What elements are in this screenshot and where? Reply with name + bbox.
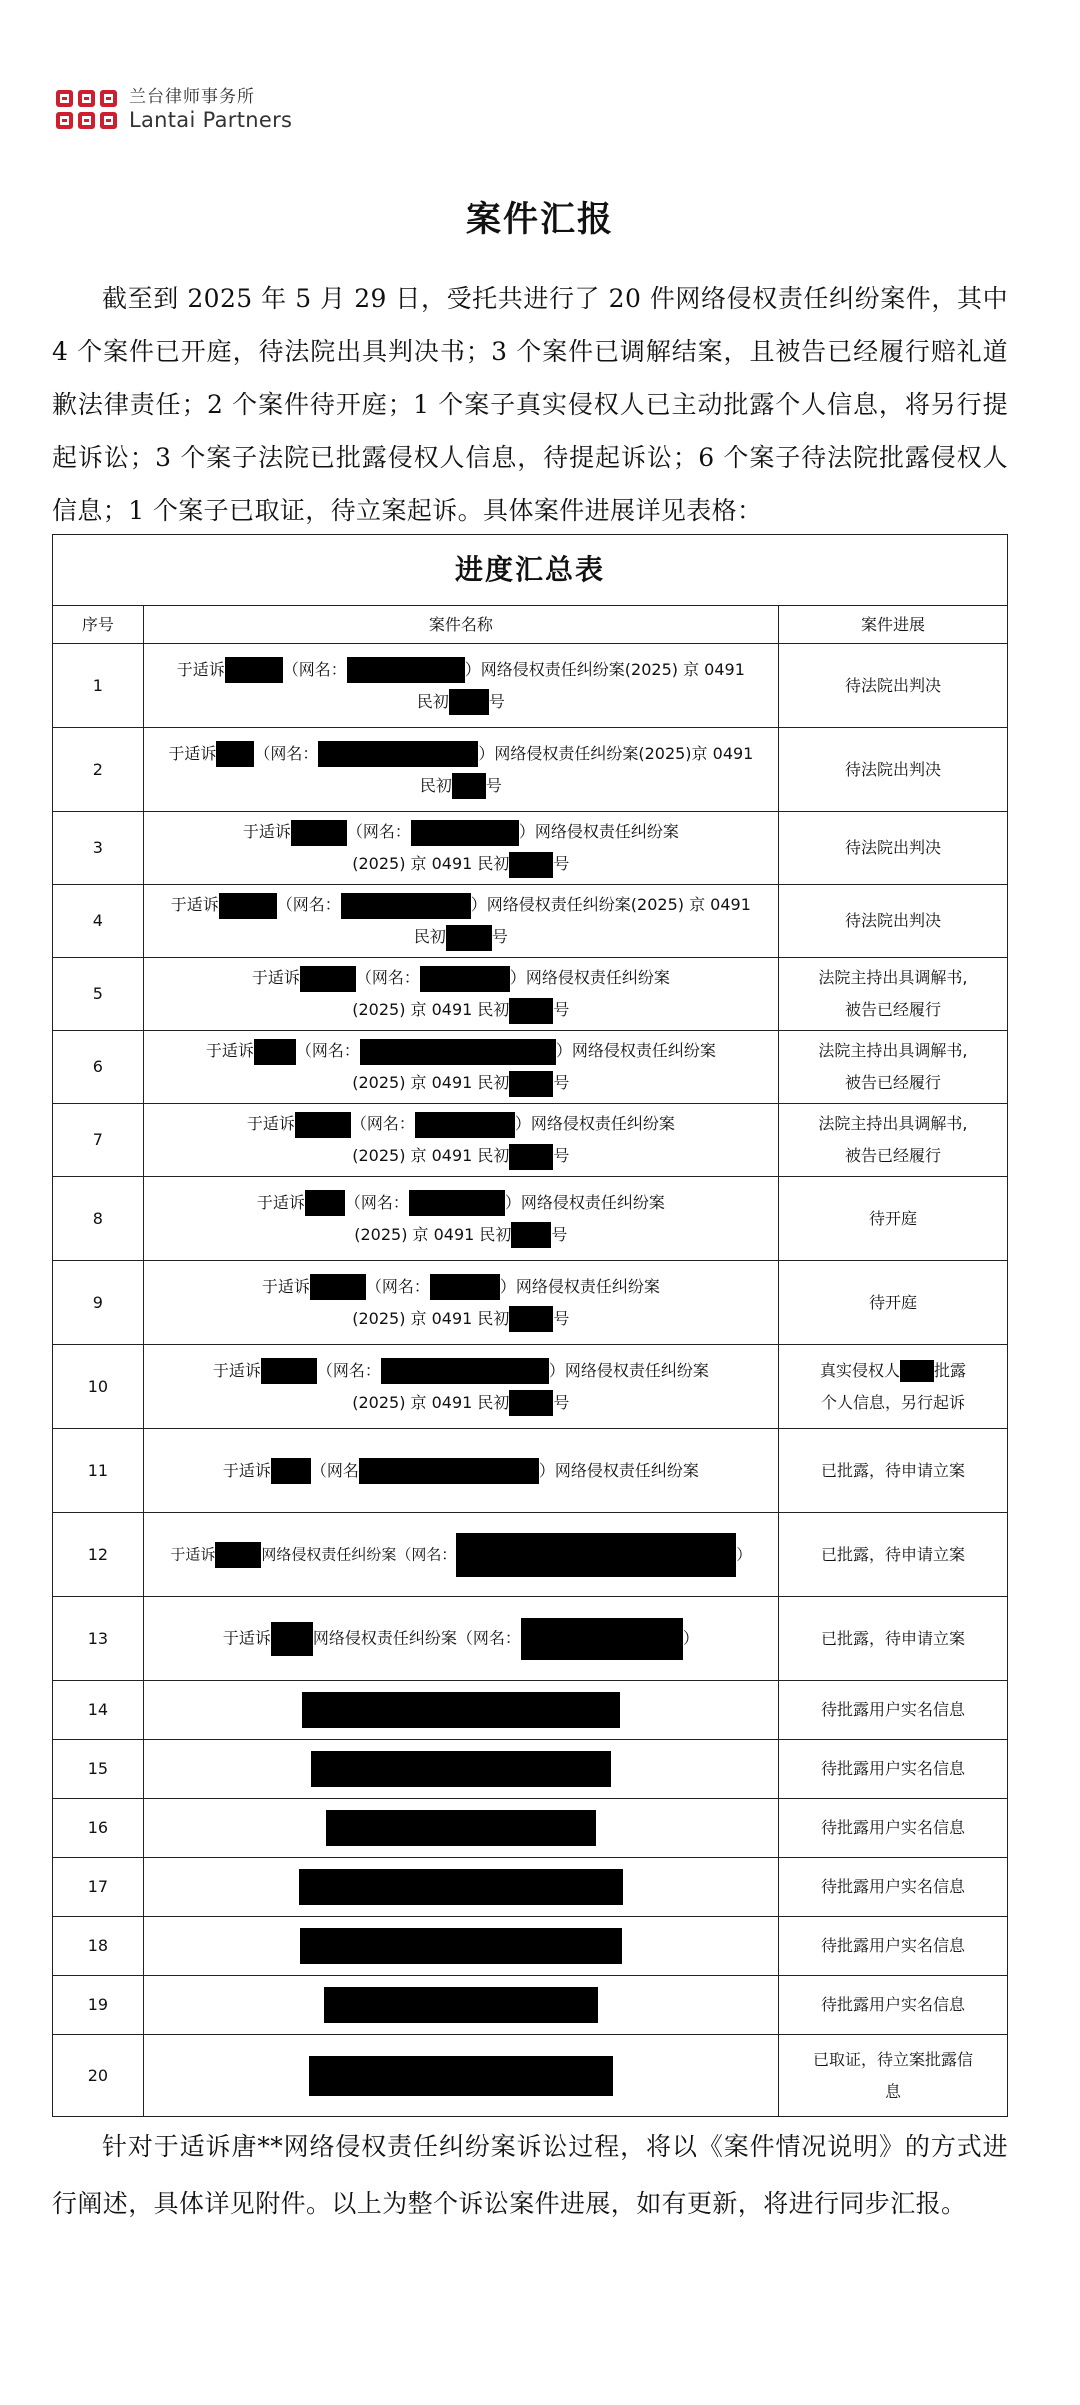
table-row (53, 2035, 1008, 2117)
redaction-block (360, 1039, 556, 1065)
redaction-block (254, 1039, 296, 1065)
redaction-block (456, 1533, 736, 1577)
table-row (53, 1031, 1008, 1104)
row-index: 9 (53, 1261, 144, 1345)
table-row (53, 1177, 1008, 1261)
row-index: 1 (53, 644, 144, 728)
redaction-block (225, 657, 283, 683)
table-row (53, 812, 1008, 885)
table-row (53, 1858, 1008, 1917)
table-row (53, 1681, 1008, 1740)
header-case-name: 案件名称 (143, 606, 778, 644)
row-index: 6 (53, 1031, 144, 1104)
redaction-block (295, 1112, 351, 1138)
case-name-cell (143, 1740, 778, 1799)
row-index: 16 (53, 1799, 144, 1858)
case-progress: 待法院出判决 (778, 644, 1007, 728)
table-title: 进度汇总表 (53, 535, 1008, 606)
table-row (53, 1429, 1008, 1513)
closing-paragraph: 针对于适诉唐**网络侵权责任纠纷案诉讼过程，将以《案件情况说明》的方式进行阐述，具体详见附件。以上为整个诉讼案件进展，如有更新，将进行同步汇报。 (52, 2132, 1008, 2218)
redaction-block (300, 1928, 622, 1964)
redaction-block (415, 1112, 515, 1138)
case-progress: 待法院出判决 (778, 812, 1007, 885)
case-name-cell: 于适诉 （网名： ）网络侵权责任纠纷案 (2025) 京 0491 民初 号 (143, 1104, 778, 1177)
redaction-block (318, 741, 478, 767)
row-index: 10 (53, 1345, 144, 1429)
table-row (53, 885, 1008, 958)
redaction-block (219, 893, 277, 919)
table-row (53, 1597, 1008, 1681)
case-progress: 待法院出判决 (778, 728, 1007, 812)
redaction-block (271, 1458, 311, 1484)
redaction-block (509, 1390, 553, 1416)
redaction-block (381, 1358, 549, 1384)
redaction-block (449, 689, 489, 715)
case-name-cell (143, 1917, 778, 1976)
redaction-block (302, 1692, 620, 1728)
case-name-cell: 于适诉 （网名： ）网络侵权责任纠纷案(2025) 京 0491 民初 号 (143, 644, 778, 728)
case-name-cell (143, 1858, 778, 1917)
case-progress: 待批露用户实名信息 (778, 1917, 1007, 1976)
logo-name-en: Lantai Partners (129, 107, 293, 132)
case-name-cell: 于适诉 （网名 ）网络侵权责任纠纷案 (143, 1429, 778, 1513)
header-progress: 案件进展 (778, 606, 1007, 644)
row-index: 8 (53, 1177, 144, 1261)
row-index: 20 (53, 2035, 144, 2117)
table-row (53, 1976, 1008, 2035)
table-row (53, 958, 1008, 1031)
redaction-block (326, 1810, 596, 1846)
table-row (53, 1917, 1008, 1976)
redaction-block (900, 1360, 934, 1382)
redaction-block (409, 1190, 505, 1216)
redaction-block (430, 1274, 500, 1300)
case-name-cell: 于适诉 （网名： ）网络侵权责任纠纷案 (2025) 京 0491 民初 号 (143, 1031, 778, 1104)
table-row (53, 728, 1008, 812)
row-index: 18 (53, 1917, 144, 1976)
case-progress: 真实侵权人 批露 个人信息，另行起诉 (778, 1345, 1007, 1429)
redaction-block (311, 1751, 611, 1787)
row-index: 17 (53, 1858, 144, 1917)
case-name-cell (143, 1681, 778, 1740)
row-index: 14 (53, 1681, 144, 1740)
redaction-block (446, 925, 492, 951)
redaction-block (420, 966, 510, 992)
row-index: 5 (53, 958, 144, 1031)
firm-logo (56, 88, 292, 132)
table-row (53, 1261, 1008, 1345)
redaction-block (509, 852, 553, 878)
table-row (53, 1104, 1008, 1177)
case-name-cell: 于适诉 （网名： ）网络侵权责任纠纷案 (2025) 京 0491 民初 号 (143, 812, 778, 885)
case-name-cell: 于适诉 （网名： ）网络侵权责任纠纷案(2025) 京 0491 民初 号 (143, 885, 778, 958)
redaction-block (310, 1274, 366, 1300)
case-name-cell: 于适诉 （网名： ）网络侵权责任纠纷案 (2025) 京 0491 民初 号 (143, 1177, 778, 1261)
case-progress: 待批露用户实名信息 (778, 1681, 1007, 1740)
table-row (53, 1513, 1008, 1597)
redaction-block (309, 2056, 613, 2096)
case-progress: 待批露用户实名信息 (778, 1976, 1007, 2035)
redaction-block (509, 1071, 553, 1097)
case-name-cell: 于适诉 （网名： ）网络侵权责任纠纷案 (2025) 京 0491 民初 号 (143, 1345, 778, 1429)
redaction-block (359, 1458, 539, 1484)
row-index: 13 (53, 1597, 144, 1681)
case-progress: 已取证，待立案批露信 息 (778, 2035, 1007, 2117)
redaction-block (347, 657, 465, 683)
redaction-block (509, 1144, 553, 1170)
case-name-cell (143, 1799, 778, 1858)
logo-name-cn: 兰台律师事务所 (129, 87, 255, 107)
redaction-block (341, 893, 471, 919)
case-progress: 待批露用户实名信息 (778, 1740, 1007, 1799)
redaction-block (411, 820, 519, 846)
row-index: 4 (53, 885, 144, 958)
redaction-block (521, 1618, 683, 1660)
case-name-cell: 于适诉 （网名： ）网络侵权责任纠纷案(2025)京 0491 民初 号 (143, 728, 778, 812)
page-title: 案件汇报 (465, 199, 614, 240)
redaction-block (216, 741, 254, 767)
case-progress: 已批露，待申请立案 (778, 1513, 1007, 1597)
case-progress: 待批露用户实名信息 (778, 1799, 1007, 1858)
redaction-block (452, 773, 486, 799)
redaction-block (305, 1190, 345, 1216)
row-index: 15 (53, 1740, 144, 1799)
row-index: 12 (53, 1513, 144, 1597)
redaction-block (509, 998, 553, 1024)
row-index: 3 (53, 812, 144, 885)
intro-paragraph: 截至到 2025 年 5 月 29 日，受托共进行了 20 件网络侵权责任纠纷案件，其中 4 个案件已开庭，待法院出具判决书；3 个案件已调解结案，且被告已经履行赔礼道歉法律责任；2 个案件待开庭；1 个案子真实侵权人已主动批露个人信息，将另行提起诉讼；3 个案子法院已批露侵权人信息，待提起诉讼；6 个案子待法院批露侵权人信息；1 个案子已取证，待立案起诉。具体案件进展详见表格： (52, 284, 1008, 525)
redaction-block (324, 1987, 598, 2023)
redaction-block (300, 966, 356, 992)
case-progress: 待法院出判决 (778, 885, 1007, 958)
case-name-cell (143, 1976, 778, 2035)
case-name-cell: 于适诉 网络侵权责任纠纷案（网名： ） (143, 1597, 778, 1681)
case-progress: 法院主持出具调解书, 被告已经履行 (778, 1104, 1007, 1177)
table-row (53, 644, 1008, 728)
header-index: 序号 (53, 606, 144, 644)
redaction-block (509, 1306, 553, 1332)
case-progress: 已批露，待申请立案 (778, 1597, 1007, 1681)
table-row (53, 1799, 1008, 1858)
case-name-cell: 于适诉 （网名： ）网络侵权责任纠纷案 (2025) 京 0491 民初 号 (143, 958, 778, 1031)
case-progress: 法院主持出具调解书, 被告已经履行 (778, 958, 1007, 1031)
table-row (53, 1740, 1008, 1799)
redaction-block (511, 1222, 551, 1248)
row-index: 7 (53, 1104, 144, 1177)
redaction-block (291, 820, 347, 846)
progress-table (52, 534, 1008, 2117)
case-progress: 待开庭 (778, 1261, 1007, 1345)
case-name-cell (143, 2035, 778, 2117)
redaction-block (299, 1869, 623, 1905)
case-name-cell: 于适诉 （网名： ）网络侵权责任纠纷案 (2025) 京 0491 民初 号 (143, 1261, 778, 1345)
logo-icon (56, 90, 117, 129)
redaction-block (261, 1358, 317, 1384)
case-progress: 待开庭 (778, 1177, 1007, 1261)
case-progress: 法院主持出具调解书, 被告已经履行 (778, 1031, 1007, 1104)
row-index: 2 (53, 728, 144, 812)
case-progress: 已批露，待申请立案 (778, 1429, 1007, 1513)
redaction-block (271, 1622, 313, 1656)
case-name-cell: 于适诉 网络侵权责任纠纷案（网名： ） (143, 1513, 778, 1597)
row-index: 19 (53, 1976, 144, 2035)
case-progress: 待批露用户实名信息 (778, 1858, 1007, 1917)
row-index: 11 (53, 1429, 144, 1513)
redaction-block (215, 1542, 261, 1568)
table-row (53, 1345, 1008, 1429)
